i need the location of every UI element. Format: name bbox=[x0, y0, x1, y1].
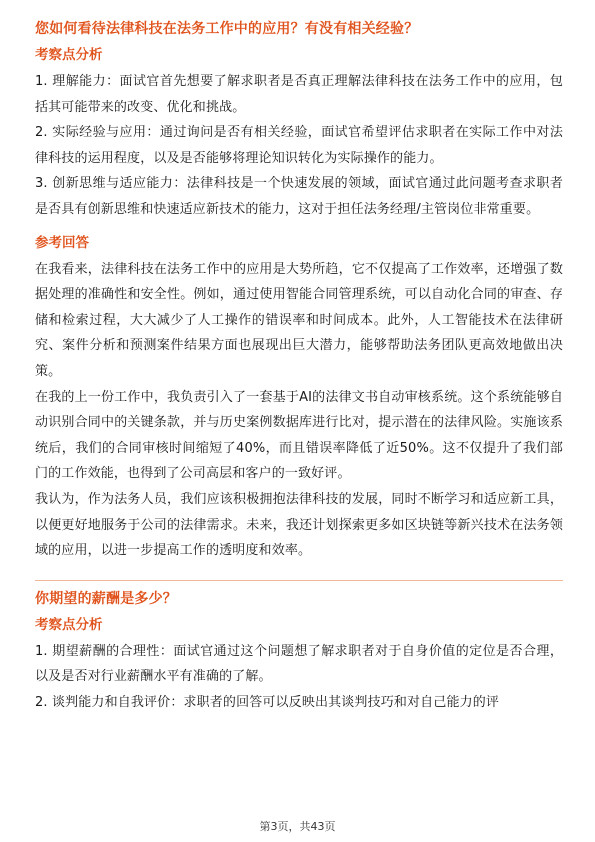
answer-paragraph: 在我看来，法律科技在法务工作中的应用是大势所趋，它不仅提高了工作效率，还增强了数据处理的准确性和安全性。例如，通过使用智能合同管理系统，可以自动化合同的审查、存储和检索过程，大大减少了人工操作的错误率和时间成本。此外，人工智能技术在法律研究、案件分析和预测案件结果方面也展现出巨大潜力，能够帮助法务团队更高效地做出决策。 bbox=[35, 261, 563, 379]
answer-paragraph: 在我的上一份工作中，我负责引入了一套基于AI的法律文书自动审核系统。这个系统能够自动识别合同中的关键条款，并与历史案例数据库进行比对，提示潜在的法律风险。实施该系统后，我们的合同审核时间缩短了40%，而且错误率降低了近50%。这不仅提升了我们部门的工作效能，也得到了公司高层和客户的一致好评。 bbox=[35, 389, 563, 482]
spacer bbox=[35, 564, 563, 580]
analysis-heading: 考察点分析 bbox=[35, 47, 103, 63]
analysis-item: 2. 谈判能力和自我评价：求职者的回答可以反映出其谈判技巧和对自己能力的评 bbox=[35, 694, 500, 710]
analysis-heading: 考察点分析 bbox=[35, 616, 103, 633]
analysis-item: 3. 创新思维与适应能力：法律科技是一个快速发展的领域，面试官通过此问题考查求职者是否具有创新思维和快速适应新技术的能力，这对于担任法务经理/主管岗位非常重要。 bbox=[35, 176, 563, 217]
answer-heading: 参考回答 bbox=[35, 234, 89, 251]
question-title: 你期望的薪酬是多少？ bbox=[35, 590, 177, 607]
section-divider bbox=[35, 580, 563, 581]
analysis-item: 1. 期望薪酬的合理性：面试官通过这个问题想了解求职者对于自身价值的定位是否合理，以及是否对行业薪酬水平有准确的了解。 bbox=[35, 643, 563, 685]
analysis-item: 1. 理解能力：面试官首先想要了解求职者是否真正理解法律科技在法务工作中的应用，包括其可能带来的改变、优化和挑战。 bbox=[35, 74, 563, 115]
spacer bbox=[35, 223, 563, 234]
page-number-footer: 第3页，共43页 bbox=[259, 820, 336, 833]
analysis-item: 2. 实际经验与应用：通过询问是否有相关经验，面试官希望评估求职者在实际工作中对法律科技的运用程度，以及是否能够将理论知识转化为实际操作的能力。 bbox=[35, 125, 563, 166]
answer-paragraph: 我认为，作为法务人员，我们应该积极拥抱法律科技的发展，同时不断学习和适应新工具，以便更好地服务于公司的法律需求。未来，我还计划探索更多如区块链等新兴技术在法务领域的应用，以进一步提高工作的透明度和效率。 bbox=[35, 491, 563, 559]
page-content bbox=[35, 19, 563, 715]
question-title: 您如何看待法律科技在法务工作中的应用？有没有相关经验？ bbox=[35, 21, 419, 37]
